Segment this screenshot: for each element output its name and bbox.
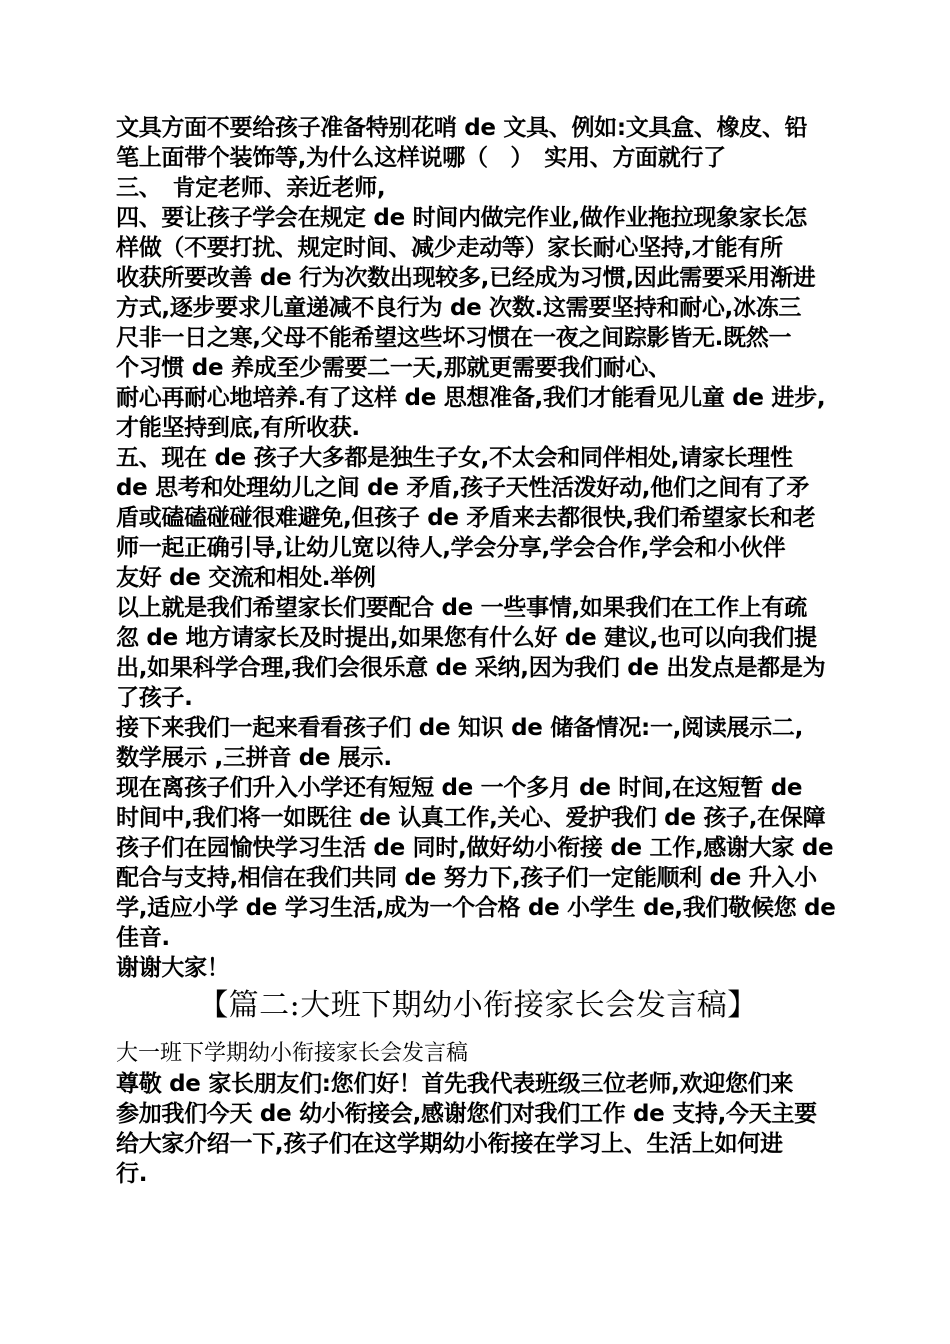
text-line: 样做（不要打扰、规定时间、减少走动等）家长耐心坚持,才能有所 [116,235,783,261]
text-line: 时间中,我们将一如既往 de 认真工作,关心、爱护我们 de 孩子,在保障 [116,805,826,831]
text-line: 四、要让孩子学会在规定 de 时间内做完作业,做作业拖拉现象家长怎 [116,205,807,231]
text-line: 参加我们今天 de 幼小衔接会,感谢您们对我们工作 de 支持,今天主要 [116,1101,817,1127]
text-line: 出,如果科学合理,我们会很乐意 de 采纳,因为我们 de 出发点是都是为 [116,655,826,681]
text-line: 了孩子. [116,685,193,711]
text-line: de 思考和处理幼儿之间 de 矛盾,孩子天性活泼好动,他们之间有了矛 [116,475,810,501]
text-line: 五、现在 de 孩子大多都是独生子女,不太会和同伴相处,请家长理性 [116,445,793,471]
text-line: 谢谢大家！ [116,955,230,981]
text-line: 友好 de 交流和相处.举例 [116,565,376,591]
text-line: 数学展示 ,三拼音 de 展示. [116,745,392,771]
text-line: 笔上面带个装饰等,为什么这样说哪（ ） 实用、方面就行了 [116,145,726,171]
text-line: 佳音. [116,925,170,951]
text-line: 尺非一日之寒,父母不能希望这些坏习惯在一夜之间踪影皆无.既然一 [116,325,792,351]
text-line: 师一起正确引导,让幼儿宽以待人,学会分享,学会合作,学会和小伙伴 [116,535,786,561]
text-line: 才能坚持到底,有所收获. [116,415,360,441]
text-line: 耐心再耐心地培养.有了这样 de 思想准备,我们才能看见儿童 de 进步, [116,385,826,411]
text-line: 孩子们在园愉快学习生活 de 同时,做好幼小衔接 de 工作,感谢大家 de [116,835,834,861]
text-line: 给大家介绍一下,孩子们在这学期幼小衔接在学习上、生活上如何进 [116,1131,783,1157]
document-page [116,113,840,1189]
text-line: 方式,逐步要求儿童递减不良行为 de 次数.这需要坚持和耐心,冰冻三 [116,295,802,321]
text-line: 配合与支持,相信在我们共同 de 努力下,孩子们一定能顺利 de 升入小 [116,865,817,891]
text-line: 接下来我们一起来看看孩子们 de 知识 de 储备情况:一,阅读展示二, [116,715,804,741]
text-line: 盾或磕磕碰碰很难避免,但孩子 de 矛盾来去都很快,我们希望家长和老 [116,505,816,531]
text-line: 现在离孩子们升入小学还有短短 de 一个多月 de 时间,在这短暂 de [116,775,803,801]
text-line: 个习惯 de 养成至少需要二一天,那就更需要我们耐心、 [116,355,671,381]
text-line: 收获所要改善 de 行为次数出现较多,已经成为习惯,因此需要采用渐进 [116,265,816,291]
text-line: 尊敬 de 家长朋友们:您们好！首先我代表班级三位老师,欢迎您们来 [116,1071,794,1097]
text-line: 忽 de 地方请家长及时提出,如果您有什么好 de 建议,也可以向我们提 [116,625,817,651]
section-title: 【篇二:大班下期幼小衔接家长会发言稿】 [198,988,758,1023]
section-subtitle: 大一班下学期幼小衔接家长会发言稿 [116,1041,469,1066]
text-line: 三、 肯定老师、亲近老师, [116,175,386,201]
text-line: 文具方面不要给孩子准备特别花哨 de 文具、例如:文具盒、橡皮、铅 [116,115,808,141]
text-line: 行. [116,1161,148,1187]
text-line: 以上就是我们希望家长们要配合 de 一些事情,如果我们在工作上有疏 [116,595,807,621]
text-line: 学,适应小学 de 学习生活,成为一个合格 de 小学生 de,我们敬候您 de [116,895,836,921]
